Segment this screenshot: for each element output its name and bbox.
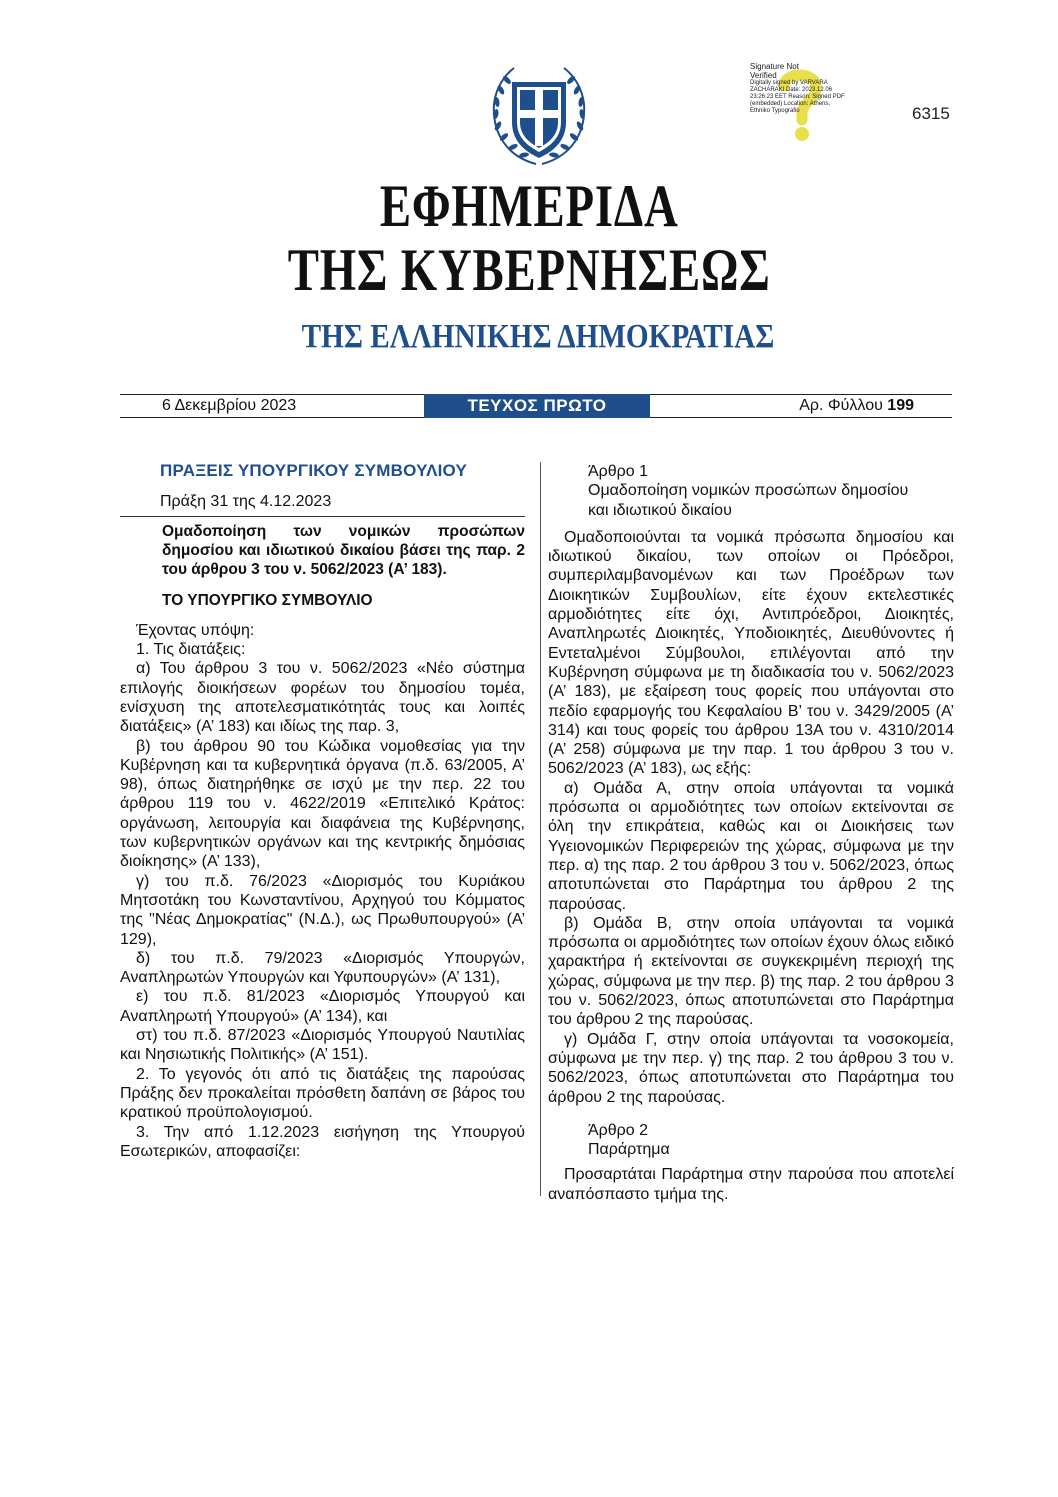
- paragraph: β) Ομάδα Β, στην οποία υπάγονται τα νομικά πρόσωπα οι αρμοδιότητες των οποίων έχουν όλως ειδικό χαρακτήρα ή εκτείνονται σε συγκεκριμένη περιοχή της χώρας, σύμφωνα με την περ. β) της παρ. 2 του άρθρου 3 του ν. 5062/2023, όπως αποτυπώνεται στο Παράρτημα του άρθρου 2 της παρούσας.: [548, 914, 954, 1029]
- greek-coat-of-arms-icon: [484, 60, 594, 172]
- paragraph: β) του άρθρου 90 του Κώδικα νομοθεσίας για την Κυβέρνηση και τα κυβερνητικά όργανα (π.δ. 63/2005, Α’ 98), όπως διατηρήθηκε σε ισχύ με την περ. 22 του άρθρου 119 του ν. 4622/2019 «Επιτελικό Κράτος: οργάνωση, λειτουργία και διαφάνεια της Κυβέρνησης, των κυβερνητικών οργάνων και της κεντρικής δημόσιας διοίκησης» (Α’ 133),: [120, 737, 525, 871]
- paragraph: Ομαδοποιούνται τα νομικά πρόσωπα δημοσίου και ιδιωτικού δικαίου, των οποίων οι Πρόεδροι, συμπεριλαμβανομένων και των Προέδρων των Διοικητικών Συμβουλίων, είτε έχουν εκτελεστικές αρμοδιότητες είτε όχι, Αντιπρόεδροι, Διοικητές, Αναπληρωτές Διοικητές, Υποδιοικητές, Διευθύνοντες ή Εντεταλμένοι Σύμβουλοι, επιλέγονται από την Κυβέρνηση σύμφωνα με τη διαδικασία του ν. 5062/2023 (Α’ 183), με εξαίρεση τους φορείς που υπάγονται στο πεδίο εφαρμογής του Κεφαλαίου Β’ του ν. 3429/2005 (Α’ 314) και τους φορείς του άρθρου 13Α του ν. 4310/2014 (Α’ 258) σύμφωνα με την παρ. 1 του άρθρου 3 του ν. 5062/2023 (Α’ 183), ως εξής:: [548, 528, 954, 778]
- issue-badge: ΤΕΥΧΟΣ ΠΡΩΤΟ: [424, 394, 650, 418]
- gazette-title-line2: ΤΗΣ ΚΥΒΕΡΝΗΣΕΩΣ: [287, 237, 771, 303]
- digital-signature-stamp: [750, 62, 845, 144]
- act-rule: [120, 516, 525, 517]
- sheet-number: [799, 397, 914, 415]
- act-number: Πράξη 31 της 4.12.2023: [160, 493, 332, 511]
- section-heading: ΠΡΑΞΕΙΣ ΥΠΟΥΡΓΙΚΟΥ ΣΥΜΒΟΥΛΙΟΥ: [160, 461, 468, 480]
- paragraph: γ) του π.δ. 76/2023 «Διορισμός του Κυριάκου Μητσοτάκη του Κωνσταντίνου, Αρχηγού του Κόμματος της "Νέας Δημοκρατίας" (Ν.Δ.), ως Πρωθυπουργού» (Α’ 129),: [120, 872, 525, 948]
- paragraph: δ) του π.δ. 79/2023 «Διορισμός Υπουργών, Αναπληρωτών Υπουργών και Υφυπουργών» (Α’ 131),: [120, 949, 525, 987]
- paragraph: 2. Το γεγονός ότι από τις διατάξεις της παρούσας Πράξης δεν προκαλείται πρόσθετη δαπάνη σε βάρος του κρατικού προϋπολογισμού.: [120, 1065, 525, 1122]
- issue-info-bar: [120, 394, 952, 418]
- left-column: [120, 461, 525, 1161]
- paragraph: Προσαρτάται Παράρτημα στην παρούσα που αποτελεί αναπόσπαστο τμήμα της.: [548, 1166, 954, 1203]
- signature-details: Digitally signed by VARVARA ZACHARAKI Date: 2023.12.06 23:26:23 EET Reason: Signed PDF (embedded) Location: Athens, Ethniko Typografio: [750, 80, 845, 114]
- sheet-value: 199: [887, 397, 914, 414]
- gazette-title-line1: ΕΦΗΜΕΡΙΔΑ: [379, 173, 679, 239]
- signature-status: Signature Not: [750, 62, 799, 71]
- sheet-label: Αρ. Φύλλου: [799, 397, 883, 414]
- issue-date: 6 Δεκεμβρίου 2023: [162, 397, 297, 414]
- paragraph: Έχοντας υπόψη:: [136, 621, 255, 639]
- signature-status-2: Verified: [750, 71, 777, 80]
- article-1-heading-2: και ιδιωτικού δικαίου: [588, 501, 732, 519]
- paragraph: ε) του π.δ. 81/2023 «Διορισμός Υπουργού και Αναπληρωτή Υπουργού» (Α’ 134), και: [120, 988, 525, 1025]
- council-heading: ΤΟ ΥΠΟΥΡΓΙΚΟ ΣΥΜΒΟΥΛΙΟ: [162, 592, 373, 610]
- paragraph: στ) του π.δ. 87/2023 «Διορισμός Υπουργού Ναυτιλίας και Νησιωτικής Πολιτικής» (Α’ 151).: [120, 1027, 525, 1064]
- act-subject: Ομαδοποίηση των νομικών προσώπων δημοσίου και ιδιωτικού δικαίου βάσει της παρ. 2 του άρθρου 3 του ν. 5062/2023 (Α’ 183).: [162, 522, 525, 579]
- article-1-heading: Ομαδοποίηση νομικών προσώπων δημοσίου: [588, 482, 909, 500]
- column-divider: [540, 462, 541, 1196]
- paragraph: 1. Τις διατάξεις:: [136, 641, 246, 659]
- paragraph: α) Του άρθρου 3 του ν. 5062/2023 «Νέο σύστημα επιλογής διοικήσεων φορέων του δημοσίου τομέα, ενίσχυση της αποτελεσματικότητάς τους και λοιπές διατάξεις» (Α’ 183) και ιδίως της παρ. 3,: [120, 660, 525, 736]
- gazette-subtitle: ΤΗΣ ΕΛΛΗΝΙΚΗΣ ΔΗΜΟΚΡΑΤΙΑΣ: [301, 318, 775, 355]
- article-2-heading: Παράρτημα: [588, 1141, 670, 1159]
- paragraph: α) Ομάδα Α, στην οποία υπάγονται τα νομικά πρόσωπα οι αρμοδιότητες των οποίων εκτείνονται σε όλη την επικράτεια, καθώς και οι Διοικήσεις των Υγειονομικών Περιφερειών της χώρας, σύμφωνα με την περ. α) της παρ. 2 του άρθρου 3 του ν. 5062/2023, όπως αποτυπώνεται στο Παράρτημα του άρθρου 2 της παρούσας.: [548, 779, 954, 913]
- article-1-title: Άρθρο 1: [588, 463, 649, 480]
- page-number: 6315: [912, 104, 950, 123]
- paragraph: γ) Ομάδα Γ, στην οποία υπάγονται τα νοσοκομεία, σύμφωνα με την περ. γ) της παρ. 2 του άρθρου 3 του ν. 5062/2023, όπως αποτυπώνεται στο Παράρτημα του άρθρου 2 της παρούσας.: [548, 1030, 954, 1106]
- right-column: [548, 462, 954, 1204]
- article-2-title: Άρθρο 2: [588, 1121, 649, 1139]
- paragraph: 3. Την από 1.12.2023 εισήγηση της Υπουργού Εσωτερικών, αποφασίζει:: [120, 1123, 525, 1160]
